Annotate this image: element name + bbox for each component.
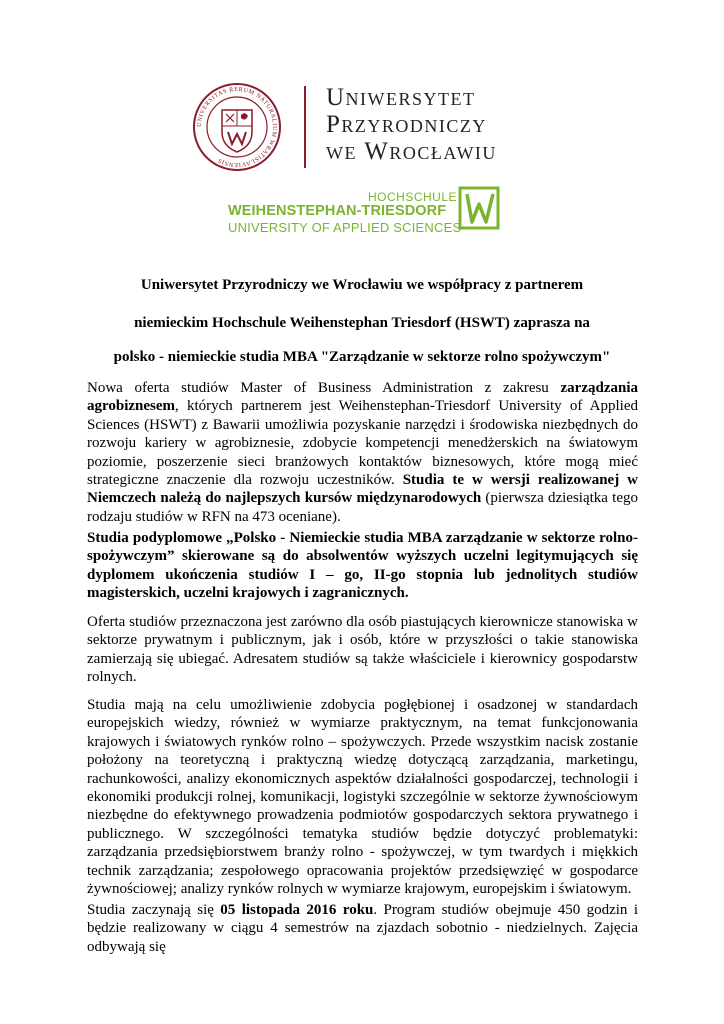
hswt-line2: WEIHENSTEPHAN-TRIESDORF [228, 203, 447, 219]
university-name-line2: Przyrodniczy [326, 111, 487, 138]
paragraph-target-audience: Studia podyplomowe „Polsko - Niemieckie studia MBA zarządzanie w sektorze rolno-spożywczym” skierowane są do absolwentów wyższych uczelni legitymujących się dyplomem ukończenia studiów I – go, II-go stopnia lub jednolitych studiów magisterskich, uczelni krajowych i zagranicznych. [87, 530, 638, 602]
paragraph-schedule [87, 901, 638, 956]
paragraph-goals: Studia mają na celu umożliwienie zdobycia pogłębionej i osadzonej w standardach europejskich wiedzy, również w wymiarze praktycznym, na temat funkcjonowania krajowych i światowych rynków rolno – spożywczych. Przede wszystkim nacisk zostanie położony na teoretyczną i praktyczną wiedzę dotyczącą zarządzania, marketingu, rachunkowości, analizy ekonomicznych aspektów działalności gospodarczej, technologii i ekonomiki produkcji rolnej, komunikacji, logistyki szczególnie w sektorze żywnościowym niezbędne do efektywnego prowadzenia podmiotów gospodarczych sektora prywatnego i publicznego. W szczególności tematyka studiów będzie dotyczyć problematyki: zarządzania przedsiębiorstwem branży rolno - spożywczej, w tym twardych i miękkich technik zarządzania; zespołowego opracowania projektów przedsięwzięć w gospodarce żywnościowej; analizy rynków rolnych w wymiarze krajowym, europejskim i światowym. [87, 697, 638, 898]
heading-line1: Uniwersytet Przyrodniczy we Wrocławiu we współpracy z partnerem [140, 277, 584, 293]
p5-text-a: Studia zaczynają się [87, 902, 221, 918]
hswt-mark-icon [458, 186, 500, 230]
paragraph-offer [87, 379, 638, 526]
hswt-logo [228, 188, 518, 238]
hswt-line3: UNIVERSITY OF APPLIED SCIENCES [228, 220, 462, 235]
p1-text-e: (pierwsza dziesiątka tego rodzaju studiów w RFN na 473 oceniane). [87, 490, 638, 525]
hswt-line1: HOCHSCHULE [368, 190, 458, 204]
p1-text-c: , których partnerem jest Weihenstephan-Triesdorf University of Applied Sciences (HSWT) z Bawarii umożliwia pozyskanie narzędzi i środowiska niezbędnych do rozwoju kariery w agrobiznesie, zdobycie kompetencji menedżerskich na światowym poziomie, poszerzenie sieci branżowych kontaktów biznesowych, które mogą mieć strategiczne znaczenie dla rozwoju uczestników. [87, 398, 638, 489]
p1-text-b: zarządzania agrobiznesem [87, 380, 638, 415]
university-name-line3: we Wrocławiu [326, 138, 497, 165]
university-seal-icon [192, 82, 282, 172]
university-name [326, 84, 497, 165]
heading-line2: niemieckim Hochschule Weihenstephan Triesdorf (HSWT) zaprasza na [134, 315, 590, 331]
seal-text: UNIVERSITAS RERUM NATURALIUM WRATISLAVIENSIS [195, 85, 279, 169]
heading-line3: polsko - niemieckie studia MBA "Zarządzanie w sektorze rolno spożywczym" [113, 349, 611, 365]
p1-text-a: Nowa oferta studiów Master of Business Administration z zakresu [87, 380, 561, 396]
university-logo [192, 82, 552, 172]
svg-text:UNIVERSITAS RERUM NATURALIUM W [196, 86, 278, 168]
logo-divider [304, 86, 306, 168]
paragraph-offer-audience: Oferta studiów przeznaczona jest zarówno dla osób piastujących kierownicze stanowiska w sektorze prywatnym i publicznym, jak i osób, które w przyszłości o takie stanowiska zamierzają się ubiegać. Adresatem studiów są także właściciele i kierownicy gospodarstw rolnych. [87, 614, 638, 686]
p1-text-d: Studia te w wersji realizowanej w Niemczech należą do najlepszych kursów międzynarodowych [87, 472, 638, 507]
p5-start-date: 05 listopada 2016 roku [220, 902, 374, 918]
p5-text-c: . Program studiów obejmuje 450 godzin i będzie realizowany w ciągu 4 semestrów na zjazdach sobotnio - niedzielnych. Zajęcia odbywają się [87, 902, 638, 955]
university-name-line1: Uniwersytet [326, 84, 476, 111]
